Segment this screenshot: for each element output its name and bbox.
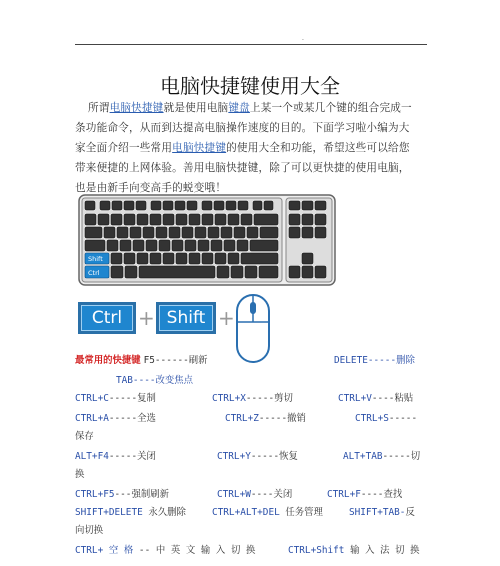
shortcut-ctrl-alt-del: CTRL+ALT+DEL 任务管理 (212, 507, 323, 518)
header-dot: . (302, 35, 304, 42)
shortcut-ctrl-z: CTRL+Z-----撤销 (225, 413, 306, 424)
plus-sign-2: + (218, 306, 235, 330)
plus-sign: + (138, 306, 155, 330)
header-rule (75, 44, 427, 45)
link-shortcut-keys-2[interactable]: 电脑快捷键 (172, 142, 227, 154)
shortcut-tab: TAB----改变焦点 (116, 375, 194, 386)
shortcut-ctrl-s: CTRL+S----- (355, 413, 418, 424)
shortcut-ctrl-v: CTRL+V----粘贴 (338, 393, 414, 404)
shortcuts-line-1 (75, 354, 208, 368)
shortcut-delete: DELETE-----删除 (334, 355, 415, 366)
shortcut-alt-f4: ALT+F4-----关闭 (75, 451, 156, 462)
shortcut-shift-delete: SHIFT+DELETE 永久删除 (75, 507, 186, 518)
intro-text-1: 所谓 (88, 102, 110, 114)
shortcut-ctrl-f5: CTRL+F5---强制刷新 (75, 489, 169, 500)
shortcut-ctrl-a: CTRL+A-----全选 (75, 413, 156, 424)
keyboard-shift-label: Shift (88, 255, 103, 263)
shortcut-ctrl-space: CTRL+ 空 格 -- 中 英 文 输 入 切 换 (75, 545, 256, 556)
link-shortcut-keys[interactable]: 电脑快捷键 (109, 102, 164, 114)
shortcut-shift-tab: SHIFT+TAB-反 (349, 507, 415, 518)
shortcut-ctrl-shift: CTRL+Shift 输 入 法 切 换 (288, 545, 420, 556)
shortcuts-heading: 最常用的快捷键 (75, 355, 141, 366)
shortcut-f5: F5------刷新 (143, 355, 208, 366)
shortcut-shift-tab-wrap: 向切换 (75, 525, 104, 536)
shortcut-alt-tab-wrap: 换 (75, 469, 85, 480)
link-keyboard[interactable]: 键盘 (228, 102, 250, 114)
shortcut-ctrl-w: CTRL+W----关闭 (217, 489, 293, 500)
shortcut-ctrl-s-wrap: 保存 (75, 431, 94, 442)
shortcut-ctrl-f: CTRL+F----查找 (327, 489, 403, 500)
shortcut-ctrl-c: CTRL+C-----复制 (75, 393, 156, 404)
ctrl-key: Ctrl (78, 302, 136, 334)
shortcut-ctrl-x: CTRL+X-----剪切 (212, 393, 293, 404)
intro-paragraph (75, 98, 415, 198)
shortcut-ctrl-y: CTRL+Y-----恢复 (217, 451, 298, 462)
intro-text-3: 上某一个或某几个键的组合完成一条功能命令，从而到达提高电脑操作速度的目的。下面学习啦小编为大家全面介绍一些常用 (75, 102, 412, 154)
intro-text-4: 的使用大全和功能，希望这些可以给您带来便捷的上网体验。善用电脑快捷键，除了可以更快捷的使用电脑，也是由新手向变高手的蜕变哦！ (75, 142, 410, 194)
shift-key: Shift (156, 302, 216, 334)
intro-text-2: 就是使用电脑 (163, 102, 229, 114)
keyboard-ctrl-label: Ctrl (88, 269, 100, 277)
page-title: 电脑快捷键使用大全 (160, 74, 340, 98)
keyboard-illustration (78, 194, 336, 286)
shortcut-alt-tab: ALT+TAB-----切 (343, 451, 421, 462)
mouse-icon (234, 292, 272, 366)
